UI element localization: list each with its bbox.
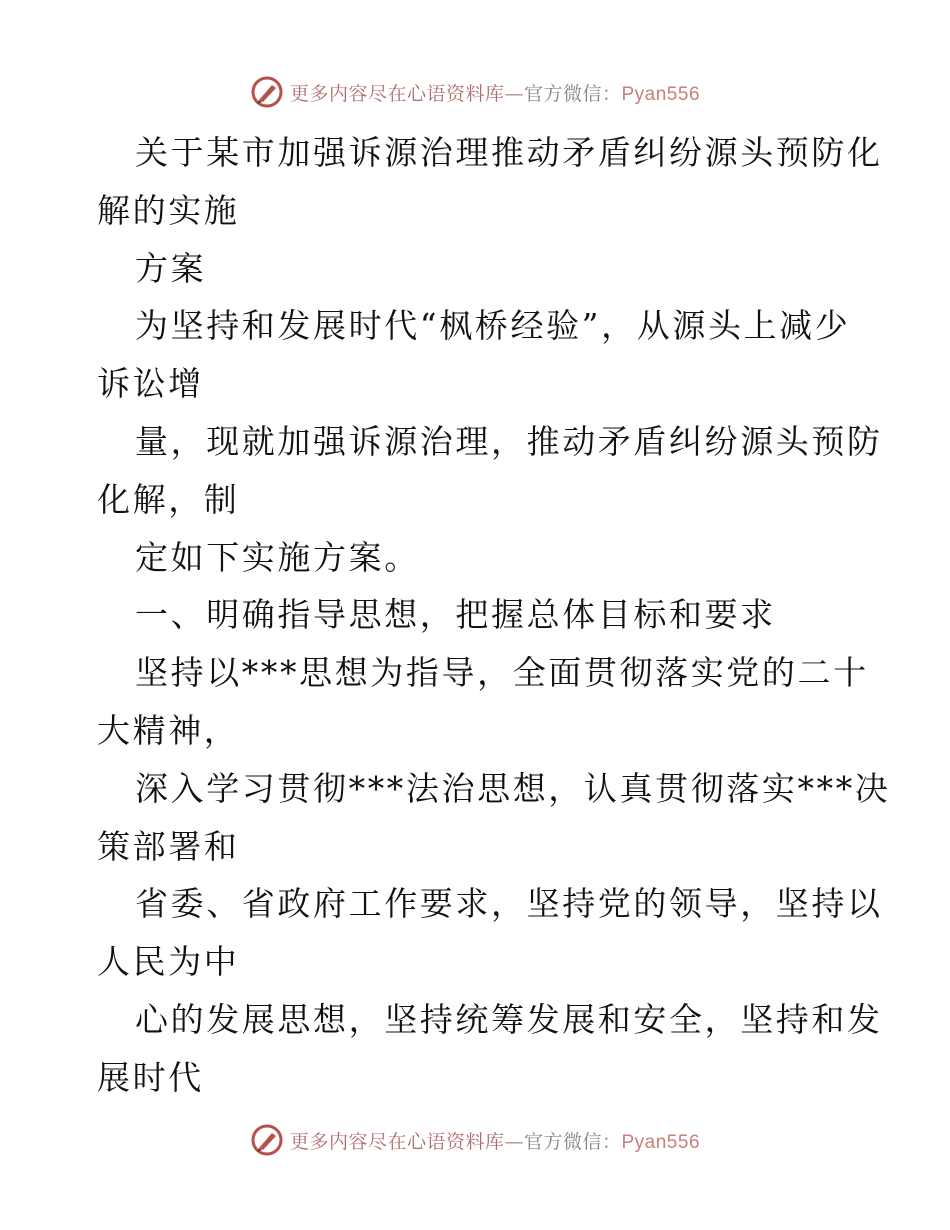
document-body bbox=[97, 124, 891, 1107]
footer-watermark-banner bbox=[0, 1120, 950, 1160]
section-heading: 一、明确指导思想，把握总体目标和要求 bbox=[135, 595, 776, 635]
paragraph-line: 量，现就加强诉源治理，推动矛盾纠纷源头预防 bbox=[135, 421, 883, 461]
paragraph-line: 化解，制 bbox=[97, 479, 240, 519]
paragraph-line: 为坚持和发展时代“枫桥经验”，从源头上减少 bbox=[135, 306, 851, 346]
paragraph-line: 心的发展思想，坚持统筹发展和安全，坚持和发 bbox=[135, 999, 883, 1039]
paragraph-line: 省委、省政府工作要求，坚持党的领导，坚持以 bbox=[135, 884, 883, 924]
paragraph-line: 人民为中 bbox=[97, 942, 240, 982]
title-line-2: 解的实施 bbox=[97, 190, 240, 230]
title-line-3: 方案 bbox=[135, 248, 207, 288]
paragraph-line: 坚持以***思想为指导，全面贯彻落实党的二十 bbox=[135, 653, 869, 693]
paragraph-line: 展时代 bbox=[97, 1057, 204, 1097]
pen-logo-icon bbox=[250, 1123, 284, 1157]
header-watermark-banner bbox=[0, 72, 950, 112]
watermark-text: 更多内容尽在心语资料库—官方微信：Pyan556 bbox=[289, 1130, 701, 1153]
paragraph-line: 策部署和 bbox=[97, 826, 240, 866]
paragraph-line: 大精神， bbox=[97, 710, 240, 750]
pen-logo-icon bbox=[250, 75, 284, 109]
paragraph-line: 定如下实施方案。 bbox=[135, 537, 420, 577]
paragraph-line: 诉讼增 bbox=[97, 364, 204, 404]
paragraph-line: 深入学习贯彻***法治思想，认真贯彻落实***决 bbox=[135, 768, 891, 808]
watermark-text: 更多内容尽在心语资料库—官方微信：Pyan556 bbox=[289, 82, 701, 105]
title-line-1: 关于某市加强诉源治理推动矛盾纠纷源头预防化 bbox=[135, 133, 883, 172]
